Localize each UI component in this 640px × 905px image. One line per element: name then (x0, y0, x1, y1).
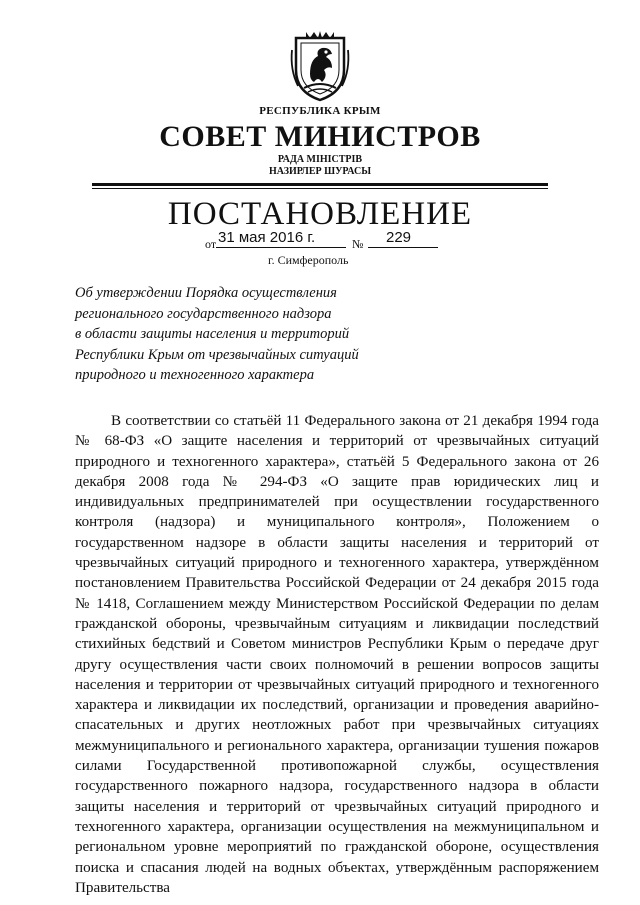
number-underline (368, 247, 438, 248)
subject-line: регионального государственного надзора (75, 305, 332, 322)
decree-number: 229 (386, 229, 412, 246)
crimea-coat-of-arms-icon (288, 30, 352, 102)
republic-name: РЕСПУБЛИКА КРЫМ (259, 105, 381, 117)
council-title: СОВЕТ МИНИСТРОВ (159, 120, 481, 153)
decree-subject (75, 283, 405, 386)
date-label: от (205, 237, 217, 251)
subject-line: Об утверждении Порядка осуществления (75, 285, 337, 301)
decree-body (75, 411, 599, 898)
number-label: № (352, 237, 364, 251)
body-paragraph: В соответствии со статьёй 11 Федерального закона от 21 декабря 1994 года № 68-ФЗ «О защите населения и территорий от чрезвычайных ситуаций природного и техногенного характера», статьёй 5 Федерального закона от 26 декабря 2008 года № 294-ФЗ «О защите прав юридических лиц и индивидуальных предпринимателей при осуществлении государственного контроля (надзора) и муниципального контроля», Положением о государственном надзоре в области защиты населения и территорий от чрезвычайных ситуаций природного и техногенного характера, утверждённом постановлением Правительства Российской Федерации от 24 декабря 2015 года № 1418, Соглашением между Министерством Российской Федерации по делам гражданской обороны, чрезвычайным ситуациям и ликвидации последствий стихийных бедствий и Советом министров Республики Крым о передаче друг другу осуществления части своих полномочий в решении вопросов защиты населения и территории от чрезвычайных ситуаций природного и техногенного характера и ликвидации их последствий, организации и проведения аварийно-спасательных и других неотложных работ при чрезвычайных ситуациях межмуниципального и регионального характера, организации тушения пожаров силами Государственной противопожарной службы, осуществления государственного пожарного надзора, государственного надзора в области защиты населения и территорий от чрезвычайных ситуаций природного и техногенного характера, организации осуществления на межмуниципальном и региональном уровне мероприятий по гражданской обороне, осуществления поиска и спасания людей на водных объектах, утверждённым распоряжением Правительства (75, 413, 599, 896)
date-underline (216, 247, 346, 248)
subject-line: природного и техногенного характера (75, 367, 315, 384)
subject-line: в области защиты населения и территорий (75, 326, 350, 343)
council-title-crt: НАЗИРЛЕР ШУРАСЫ (268, 166, 372, 177)
subject-line: Республики Крым от чрезвычайных ситуаций (75, 346, 359, 363)
decree-title: ПОСТАНОВЛЕНИЕ (167, 196, 473, 232)
header-divider-thin (92, 188, 548, 189)
decree-date: 31 мая 2016 г. (218, 229, 316, 246)
header-divider-thick (92, 183, 548, 186)
decree-city: г. Симферополь (268, 253, 349, 267)
council-title-ukr: РАДА МІНІСТРІВ (277, 154, 363, 165)
